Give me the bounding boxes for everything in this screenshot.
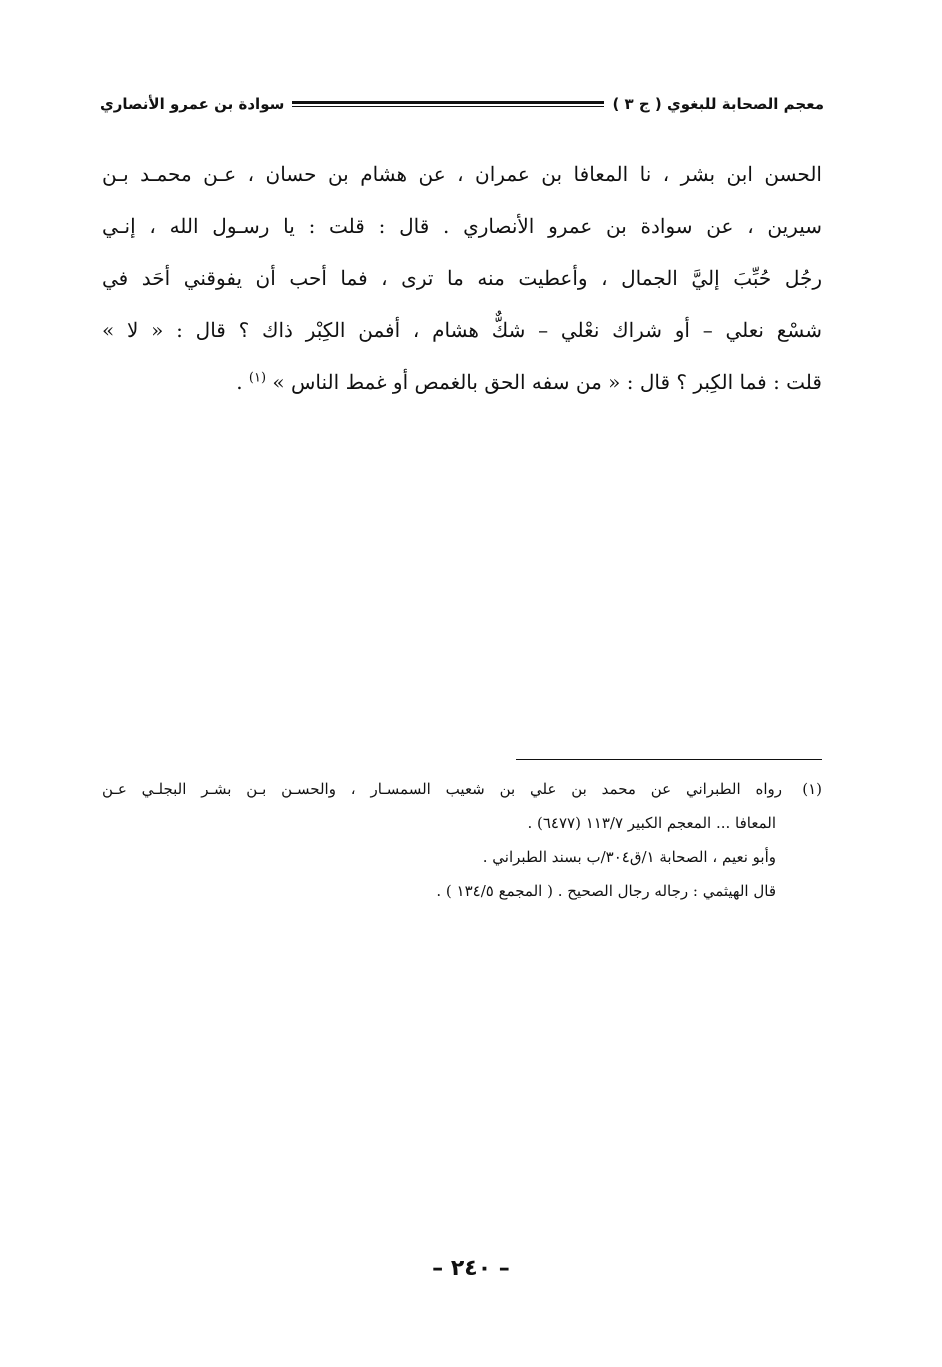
page-number: – ٢٤٠ –	[432, 1256, 510, 1281]
body-line-5	[102, 356, 822, 408]
closing-period: .	[236, 370, 249, 394]
body-line-5-text: قلت : فما الكِبر ؟ قال : « من سفه الحق بالغمص أو غمط الناس »	[272, 370, 822, 394]
footnote-separator	[516, 759, 822, 760]
footnote-line-4: قال الهيثمي : رجاله رجال الصحيح . ( المجمع ١٣٤/٥ ) .	[436, 882, 776, 900]
footnote-reference: (١)	[248, 370, 267, 386]
book-title: معجم الصحابة للبغوي ( ج ٣ )	[612, 95, 824, 113]
body-line-2: سيرين ، عن سوادة بن عمرو الأنصاري . قال : قلت : يا رسـول الله ، إنـي	[102, 214, 822, 238]
footnotes	[102, 772, 822, 908]
header-double-rule	[292, 101, 604, 107]
footnote-number: (١)	[802, 780, 822, 798]
footnote-text-1: رواه الطبراني عن محمد بن علي بن شعيب السمسـار ، والحسـن بـن بشـر البجلـي عـن	[102, 780, 782, 798]
body-line-1: الحسن ابن بشر ، نا المعافا بن عمران ، عن هشام بن حسان ، عـن محمـد بـن	[102, 162, 822, 186]
footnote-line-3: وأبو نعيم ، الصحابة ١/ق٣٠٤/ب بسند الطبراني .	[482, 848, 776, 866]
hadith-text	[102, 148, 822, 408]
running-header	[100, 88, 824, 120]
entry-title: سوادة بن عمرو الأنصاري	[100, 95, 285, 113]
body-line-4: شسْع نعلي – أو شراك نعْلي – شكٌّ هشام ، أفمن الكِبْر ذاك ؟ قال : « لا »	[102, 318, 822, 342]
footnote-line-2: المعافا ... المعجم الكبير ١١٣/٧ (٦٤٧٧) .	[527, 814, 776, 832]
footnote-line-1	[102, 772, 822, 806]
body-line-3: رجُل حُبِّبَ إليَّ الجمال ، وأعطيت منه ما ترى ، فما أحب أن يفوقني أحَد في	[102, 266, 822, 290]
